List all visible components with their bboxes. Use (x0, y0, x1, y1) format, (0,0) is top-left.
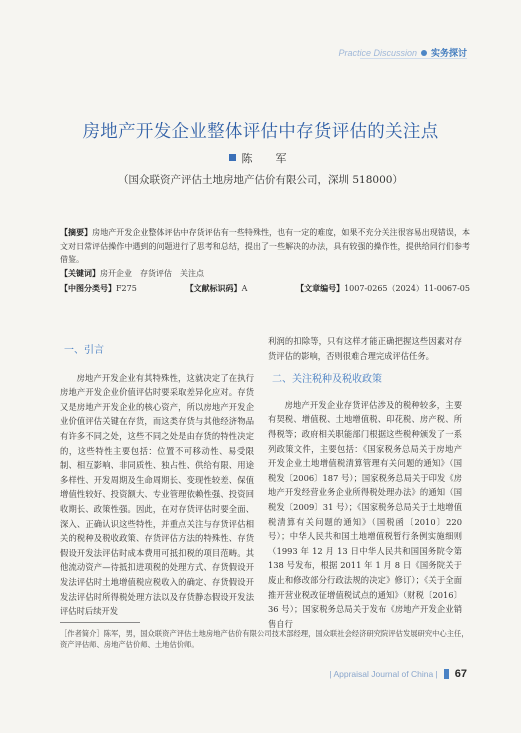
doc-code-label: 【文献标识码】 (185, 283, 242, 293)
keywords-label: 【关键词】 (60, 267, 100, 278)
header-rule (360, 58, 467, 59)
journal-name: | Appraisal Journal of China | (329, 669, 438, 679)
author-line (0, 150, 521, 166)
author-bio-footnote: ［作者简介］陈军，男，国众联资产评估土地房地产估价有限公司技术部经理，国众联社会经济研究院评估发展研究中心主任，资产评估师、房地产估价师、土地估价师。 (60, 629, 469, 649)
bullet-dot-icon (421, 50, 427, 56)
abstract (60, 226, 470, 267)
keywords-row (60, 267, 470, 281)
abstract-block (60, 226, 470, 296)
square-bullet-icon (229, 154, 236, 161)
section-name-cn: 实务探讨 (430, 48, 467, 58)
section-name-en: Practice Discussion (338, 47, 417, 58)
left-column (60, 334, 254, 619)
footnote-rule (60, 622, 140, 623)
author-affiliation: （国众联资产评估土地房地产估价有限公司，深圳 518000） (118, 174, 403, 186)
section-heading-intro: 一、引言 (64, 345, 104, 356)
abstract-text: 房地产开发企业整体评估中存货评估有一些特殊性，也有一定的难度，如果不充分关注很容易出现错误，本文对日常评估操作中遇到的问题进行了思考和总结，提出了一些解决的办法，具有较强的操作性，提供给同行们参考借鉴。 (60, 228, 471, 264)
paragraph-continued: 利润的扣除等，只有这样才能正确把握这些因素对存货评估的影响，否则很难合理完成评估任务。 (268, 336, 462, 361)
folio-bar-icon (444, 669, 449, 679)
section-heading-tax: 二、关注税种及税收政策 (272, 374, 382, 386)
page-number: 67 (454, 668, 467, 680)
keywords: 房开企业 存货评估 关注点 (100, 268, 204, 278)
paragraph: 房地产开发企业有其特殊性，这就决定了在执行房地产开发企业价值评估时要采取差异化应对。存货又是房地产开发企业的核心资产，所以房地产开发企业价值评估关键在存货，而这类存货与其他经济物品有许多不同之处，这些不同之处是由存货的特性决定的，这些特性主要包括：位置不可移动性、易受限制、相互影响、非同质性、独占性、供给有限、用途多样性、开发周期及生命周期长、变现性较差、保值增值性较好、投资额大、专业管理依赖性强、投资回收期长、政策性强。因此，在对存货评估时要全面、深入、正确认识这些特性，并重点关注与存货评估相关的税种及税收政策、存货评估方法的特殊性、存货假设开发法评估时成本费用可抵扣税的项目范畴。其他流动资产—待抵扣进项税的处理方式、存货假设开发法评估时土地增值税应税收入的确定、存货假设开发法评估时所得税处理方法以及存货静态假设开发法评估时后续开发 (60, 372, 254, 617)
article-no-label: 【文章编号】 (296, 283, 345, 293)
article-no-value: 1007-0265（2024）11-0067-05 (344, 284, 470, 293)
paragraph: 房地产开发企业存货评估涉及的税种较多，主要有契税、增值税、土地增值税、印花税、房产税、所得税等；政府相关职能部门根据这些税种颁发了一系列政策文件，主要包括：《国家税务总局关于房地产开发企业土地增值税清算管理有关问题的通知》（国税发〔2006〕187 号）；国家税务总局关于印发《房地产开发经营业务企业所得税处理办法》的通知（国税发〔2009〕31 号）；《国家税务总局关于土地增值税清算有关问题的通知》（国税函〔2010〕220 号）；中华人民共和国土地增值税暂行条例实施细则（1993 年 12 月 13 日中华人民共和国国务院令第 138 号发布，根据 2011 年 1 月 8 日《国务院关于废止和修改部分行政法规的决定》修订）；《关于全面推开营业税改征增值税试点的通知》（财税〔2016〕36 号）；国家税务总局关于发布《房地产开发企业销售自行 (268, 399, 462, 629)
article-no-field (296, 282, 470, 296)
classification-row (60, 282, 470, 296)
clc-label: 【中图分类号】 (60, 283, 116, 293)
doc-code-field (186, 282, 248, 296)
author-name: 陈 军 (241, 152, 293, 165)
clc-value: F275 (116, 284, 137, 293)
abstract-label: 【摘要】 (60, 227, 93, 237)
page-footer (329, 668, 467, 680)
article-title: 房地产开发企业整体评估中存货评估的关注点 (82, 122, 439, 142)
doc-code-value: A (241, 284, 248, 293)
right-column (268, 334, 462, 631)
clc-field (60, 282, 137, 296)
